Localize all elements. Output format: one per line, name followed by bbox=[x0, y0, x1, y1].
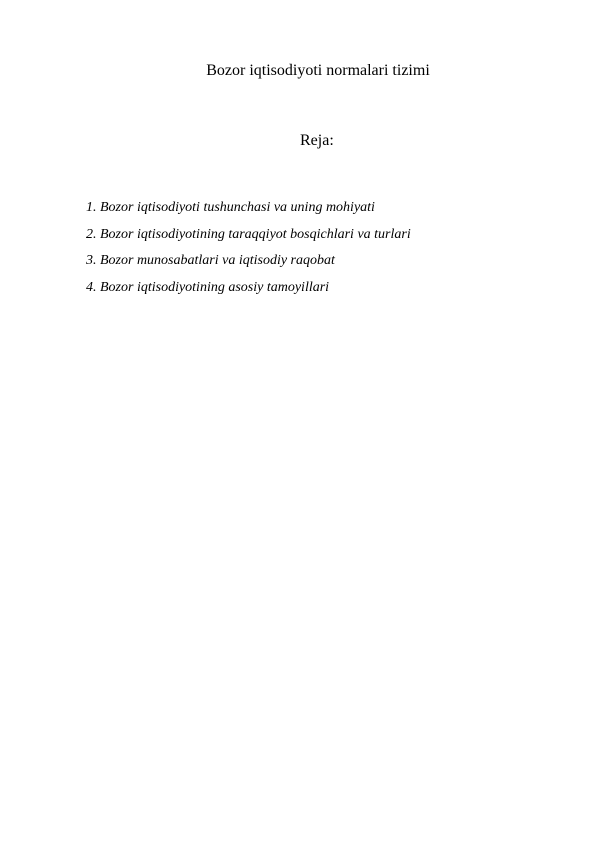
document-title: Bozor iqtisodiyoti normalari tizimi bbox=[206, 62, 430, 79]
plan-item-2: 2. Bozor iqtisodiyotining taraqqiyot bosqichlari va turlari bbox=[86, 226, 411, 242]
plan-item-3: 3. Bozor munosabatlari va iqtisodiy raqobat bbox=[86, 253, 335, 268]
plan-list bbox=[86, 195, 411, 301]
plan-item-4: 4. Bozor iqtisodiyotining asosiy tamoyillari bbox=[86, 279, 330, 295]
plan-heading: Reja: bbox=[300, 132, 334, 149]
plan-item-1: 1. Bozor iqtisodiyoti tushunchasi va uning mohiyati bbox=[86, 200, 375, 215]
